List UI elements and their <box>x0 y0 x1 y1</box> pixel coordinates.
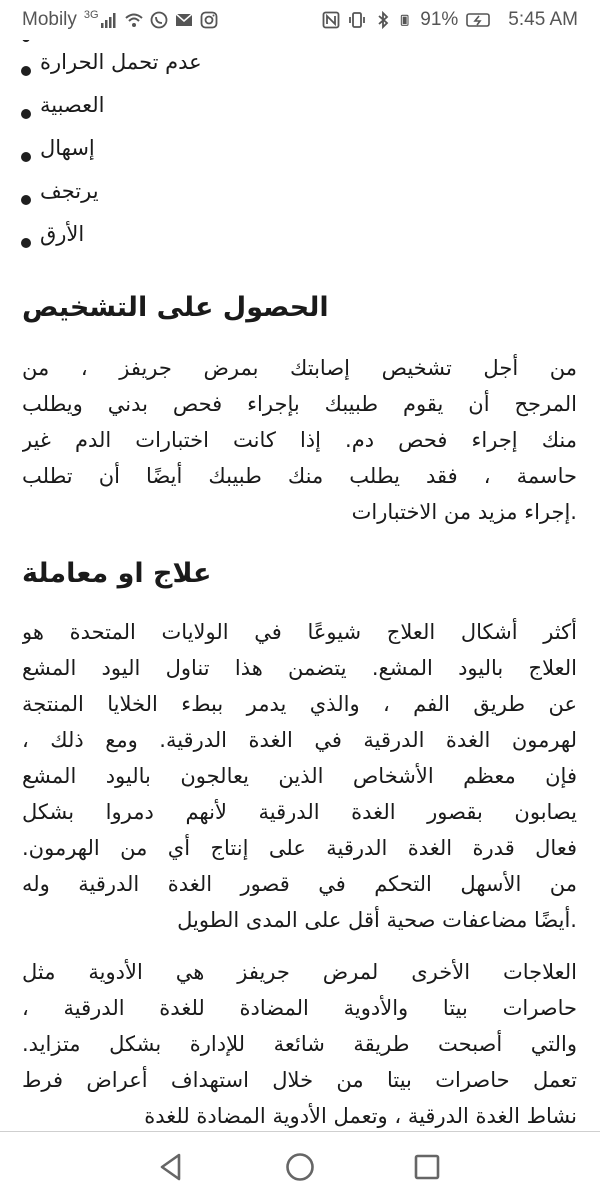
bluetooth-icon <box>374 11 392 29</box>
treatment-paragraph <box>22 614 577 938</box>
clock-time: 5:45 AM <box>508 9 578 30</box>
paragraph-line: فإن معظم الأشخاص الذين يعالجون باليود المشع <box>22 764 577 788</box>
paragraph-line: لهرمون الغدة الدرقية في الغدة الدرقية. ومع ذلك ، <box>22 728 577 752</box>
list-item: العصبية <box>0 93 600 136</box>
symptom-list <box>0 50 600 265</box>
status-left <box>22 9 218 31</box>
paragraph-line: .إجراء مزيد من الاختبارات <box>351 500 577 524</box>
list-item: عدم تحمل الحرارة <box>0 50 600 93</box>
treatment-heading: علاج او معاملة <box>22 558 212 589</box>
navigation-bar <box>0 1131 600 1200</box>
paragraph-line: .أيضًا مضاعفات صحية أقل على المدى الطويل <box>177 908 577 932</box>
paragraph-line: فعال قدرة الغدة الدرقية على إنتاج أي من الهرمون. <box>22 836 577 860</box>
paragraph-line: العلاجات الأخرى لمرض جريفز هي الأدوية مثل <box>22 960 577 984</box>
paragraph-line: تعمل حاصرات بيتا من خلال استهداف أعراض فرط <box>22 1068 577 1092</box>
paragraph-line: من أجل تشخيص إصابتك بمرض جريفز ، من <box>22 356 577 380</box>
diagnosis-heading: الحصول على التشخيص <box>22 292 329 323</box>
charging-icon <box>466 11 492 29</box>
bullet-icon <box>21 238 31 248</box>
home-button[interactable] <box>283 1150 317 1184</box>
paragraph-line: يصابون بقصور الغدة الدرقية لأنهم دمروا بشكل <box>22 800 577 824</box>
clipped-previous-line <box>0 40 600 44</box>
whatsapp-icon <box>150 11 168 29</box>
list-item: يرتجف <box>0 179 600 222</box>
paragraph-line: المرجح أن يقوم طبيبك بإجراء فحص بدني ويطلب <box>22 392 577 416</box>
paragraph-line: حاسمة ، فقد يطلب منك طبيبك أيضًا أن تطلب <box>22 464 577 488</box>
recents-button[interactable] <box>410 1150 444 1184</box>
nfc-icon <box>322 11 340 29</box>
battery-percent: 91% <box>420 9 459 30</box>
paragraph-line: أكثر أشكال العلاج شيوعًا في الولايات المتحدة هو <box>22 620 577 644</box>
list-item: الأرق <box>0 222 600 265</box>
mail-icon <box>175 11 193 29</box>
wifi-icon <box>125 11 143 29</box>
back-button[interactable] <box>154 1150 188 1184</box>
network-type: 3G <box>83 9 99 21</box>
vibrate-icon <box>348 11 366 29</box>
instagram-icon <box>200 11 218 29</box>
other-treatments-paragraph <box>22 954 577 1132</box>
bullet-icon <box>21 109 31 119</box>
paragraph-line: من الأسهل التحكم في قصور الغدة الدرقية وله <box>22 872 577 896</box>
battery-icon <box>400 11 412 29</box>
paragraph-line: عن طريق الفم ، والذي يدمر ببطء الخلايا المنتجة <box>22 692 577 716</box>
bullet-icon <box>21 195 31 205</box>
diagnosis-paragraph <box>22 350 577 530</box>
status-bar <box>0 0 600 40</box>
article-content[interactable] <box>0 40 600 1132</box>
paragraph-line: نشاط الغدة الدرقية ، وتعمل الأدوية المضادة للغدة <box>144 1104 577 1128</box>
paragraph-line: العلاج باليود المشع. يتضمن هذا تناول اليود المشع <box>22 656 577 680</box>
list-item: إسهال <box>0 136 600 179</box>
status-right <box>322 9 578 31</box>
signal-icon <box>100 11 118 29</box>
paragraph-line: والتي أصبحت طريقة شائعة للإدارة بشكل متزايد. <box>22 1032 577 1056</box>
bullet-icon <box>21 152 31 162</box>
carrier-name: Mobily <box>22 9 77 30</box>
paragraph-line: منك إجراء فحص دم. إذا كانت اختبارات الدم غير <box>22 428 577 452</box>
bullet-icon <box>21 66 31 76</box>
paragraph-line: حاصرات بيتا والأدوية المضادة للغدة الدرقية ، <box>22 996 577 1020</box>
